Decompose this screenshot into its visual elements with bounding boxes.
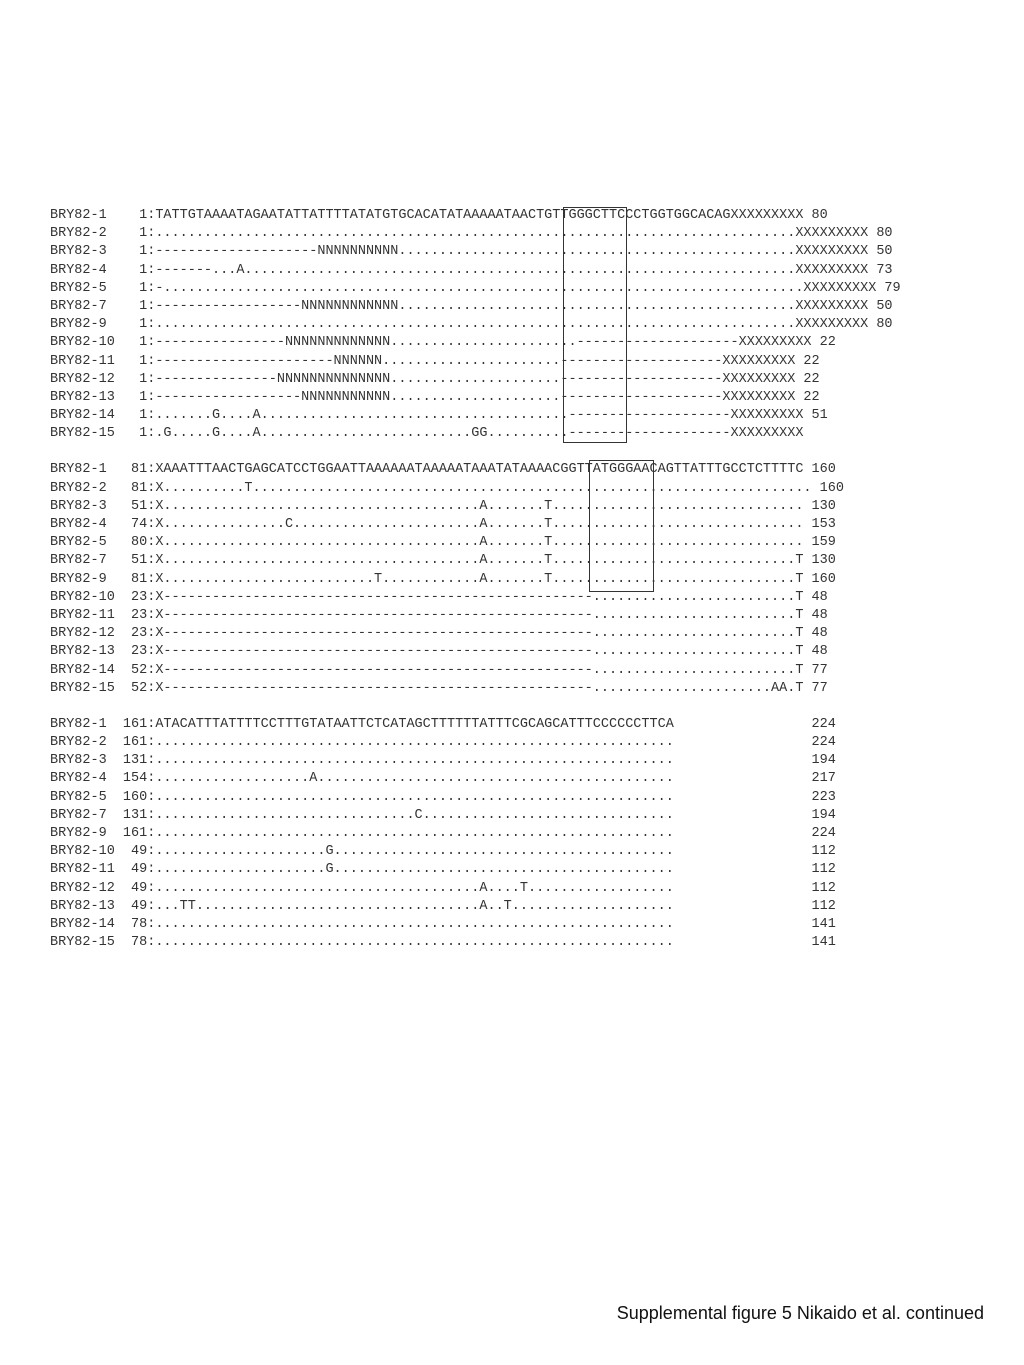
alignment-row: BRY82-1 81:XAAATTTAACTGAGCATCCTGGAATTAAAAAATAAAAATAAATATAAAACGGTTATGGGAACAGTTATTTGCCTCTTTTC 160: [50, 462, 836, 478]
alignment-row: BRY82-9 81:X..........................T............A.......T..............................T 160: [50, 571, 836, 587]
alignment-row: BRY82-9 1:...............................................................................XXXXXXXXX 80: [50, 317, 893, 333]
alignment-row: BRY82-11 23:X-----------------------------------------------------.........................T 48: [50, 607, 828, 623]
alignment-row: BRY82-14 1:.......G....A......................................--------------------XXXXXXXXX 51: [50, 408, 828, 424]
alignment-row: BRY82-14 52:X-----------------------------------------------------.........................T 77: [50, 662, 828, 678]
alignment-row: BRY82-15 52:X-----------------------------------------------------......................AA.T 77: [50, 680, 828, 696]
alignment-row: BRY82-10 23:X-----------------------------------------------------.........................T 48: [50, 589, 828, 605]
alignment-block: [50, 207, 901, 443]
alignment-row: BRY82-13 49:...TT...................................A..T.................... 112: [50, 898, 836, 914]
alignment-row: BRY82-15 78:................................................................ 141: [50, 935, 836, 951]
alignment-row: BRY82-4 74:X...............C.......................A.......T............................... 153: [50, 517, 836, 532]
alignment-row: BRY82-2 1:...............................................................................XXXXXXXXX 80: [50, 226, 893, 242]
alignment-row: BRY82-13 23:X-----------------------------------------------------.........................T 48: [50, 644, 828, 660]
alignment-row: BRY82-11 49:.....................G.......................................... 112: [50, 862, 836, 878]
alignment-row: BRY82-15 1:.G.....G....A..........................GG..........--------------------XXXXXXXXX: [50, 426, 804, 442]
alignment-row: BRY82-2 81:X..........T..................................................................... 160: [50, 480, 844, 496]
alignment-row: BRY82-9 161:................................................................ 224: [50, 826, 836, 841]
alignment-row: BRY82-7 51:X.......................................A.......T..............................T 130: [50, 553, 836, 569]
alignment-row: BRY82-5 160:................................................................ 223: [50, 789, 836, 805]
alignment-row: BRY82-14 78:................................................................ 141: [50, 916, 836, 932]
alignment-block: [50, 461, 901, 697]
figure-caption: Supplemental figure 5 Nikaido et al. continued: [616, 1303, 984, 1323]
alignment-row: BRY82-13 1:------------------NNNNNNNNNNN.....................--------------------XXXXXXXXX 22: [50, 389, 820, 405]
alignment-row: BRY82-2 161:................................................................ 224: [50, 735, 836, 751]
alignment-row: BRY82-12 1:---------------NNNNNNNNNNNNNN.....................--------------------XXXXXXXXX 22: [50, 371, 820, 387]
alignment-row: BRY82-11 1:----------------------NNNNNN......................--------------------XXXXXXXXX 22: [50, 353, 820, 369]
sequence-alignment: [50, 207, 901, 970]
alignment-row: BRY82-1 161:ATACATTTATTTTCCTTTGTATAATTCTCATAGCTTTTTTATTTCGCAGCATTTCCCCCCTTCA 224: [50, 716, 836, 732]
alignment-row: BRY82-5 1:-...............................................................................XXXXXXXXX 79: [50, 280, 901, 296]
alignment-row: BRY82-10 49:.....................G.......................................... 112: [50, 844, 836, 860]
alignment-row: BRY82-7 131:................................C............................... 194: [50, 807, 836, 823]
alignment-row: BRY82-12 23:X-----------------------------------------------------.........................T 48: [50, 626, 828, 642]
alignment-row: BRY82-3 1:--------------------NNNNNNNNNN.................................................XXXXXXXXX 50: [50, 244, 893, 260]
alignment-row: BRY82-3 51:X.......................................A.......T............................... 130: [50, 498, 836, 514]
alignment-row: BRY82-4 1:-------...A....................................................................XXXXXXXXX 73: [50, 262, 893, 278]
alignment-block: [50, 716, 901, 952]
highlight-box: [563, 207, 627, 443]
alignment-row: BRY82-12 49:........................................A....T.................. 112: [50, 880, 836, 896]
alignment-row: BRY82-3 131:................................................................ 194: [50, 753, 836, 769]
alignment-row: BRY82-7 1:------------------NNNNNNNNNNNN.................................................XXXXXXXXX 50: [50, 298, 893, 314]
alignment-row: BRY82-5 80:X.......................................A.......T............................... 159: [50, 535, 836, 551]
highlight-box: [589, 460, 654, 592]
alignment-row: BRY82-4 154:...................A............................................ 217: [50, 771, 836, 787]
alignment-row: BRY82-1 1:TATTGTAAAATAGAATATTATTTTATATGTGCACATATAAAAATAACTGTTGGGCTTCCCTGGTGGCACAGXXXXXXXXX 80: [50, 208, 828, 223]
alignment-row: BRY82-10 1:----------------NNNNNNNNNNNNN.......................--------------------XXXXXXXXX 22: [50, 335, 836, 351]
